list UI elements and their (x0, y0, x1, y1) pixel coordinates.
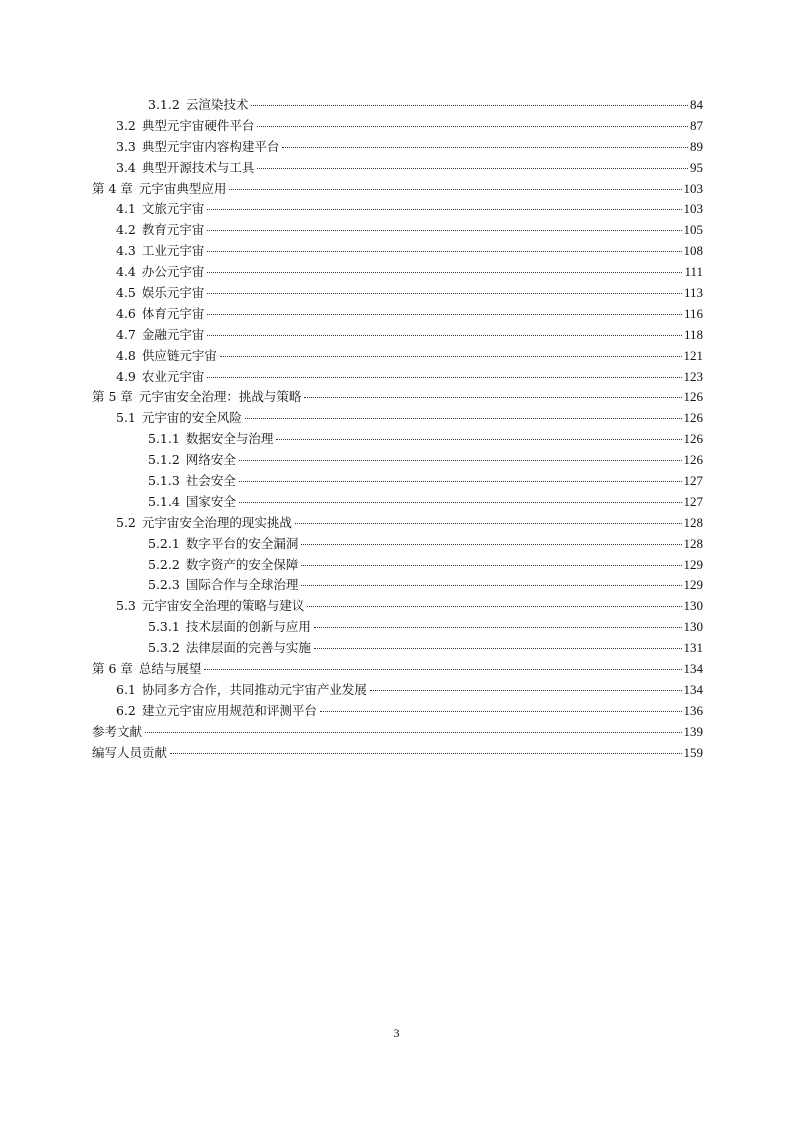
toc-dot-leader (257, 126, 688, 127)
toc-entry[interactable] (92, 179, 703, 200)
toc-entry[interactable] (92, 638, 703, 659)
toc-dot-leader (207, 293, 682, 294)
toc-entry-number: 5.1 (116, 410, 136, 426)
toc-entry-number: 5.1.3 (148, 473, 180, 489)
toc-entry-page: 128 (683, 535, 703, 551)
toc-entry-page: 126 (683, 452, 703, 468)
toc-entry-number: 4.5 (116, 285, 136, 301)
table-of-contents (92, 95, 703, 764)
toc-entry-page: 139 (683, 723, 703, 739)
toc-entry[interactable] (92, 534, 703, 555)
toc-dot-leader (220, 356, 682, 357)
toc-entry-title: 国际合作与全球治理 (185, 577, 299, 593)
toc-entry[interactable] (92, 408, 703, 429)
toc-entry-number: 4.3 (116, 243, 136, 259)
toc-entry-page: 118 (683, 326, 703, 342)
toc-entry[interactable] (92, 387, 703, 408)
toc-entry-title: 元宇宙典型应用 (138, 180, 227, 196)
toc-entry[interactable] (92, 575, 703, 596)
toc-entry-title: 社会安全 (185, 473, 236, 489)
toc-entry-page: 108 (683, 243, 703, 259)
toc-entry-page: 136 (683, 702, 703, 718)
toc-dot-leader (170, 753, 681, 754)
toc-entry-title: 元宇宙安全治理的策略与建议 (141, 598, 305, 614)
toc-entry[interactable] (92, 158, 703, 179)
toc-entry-page: 129 (683, 577, 703, 593)
toc-entry-title: 体育元宇宙 (141, 305, 205, 321)
toc-entry-title: 协同多方合作，共同推动元宇宙产业发展 (141, 681, 367, 697)
toc-entry-number: 5.3.2 (148, 640, 180, 656)
toc-entry-title: 总结与展望 (138, 661, 202, 677)
toc-dot-leader (239, 460, 682, 461)
toc-entry-number: 4.1 (116, 201, 136, 217)
toc-entry[interactable] (92, 199, 703, 220)
toc-entry-title: 网络安全 (185, 452, 236, 468)
toc-entry[interactable] (92, 304, 703, 325)
toc-entry-page: 103 (683, 180, 703, 196)
toc-dot-leader (257, 168, 688, 169)
toc-entry-title: 参考文献 (92, 723, 143, 739)
toc-entry-number: 5.2.3 (148, 577, 180, 593)
toc-entry-number: 第 4 章 (92, 180, 133, 196)
page-number: 3 (393, 1026, 400, 1040)
toc-entry[interactable] (92, 680, 703, 701)
toc-entry[interactable] (92, 492, 703, 513)
toc-entry-page: 126 (683, 431, 703, 447)
toc-entry-number: 5.2.2 (148, 556, 180, 572)
toc-entry-page: 130 (683, 598, 703, 614)
toc-entry-page: 129 (683, 556, 703, 572)
toc-dot-leader (204, 669, 681, 670)
toc-entry-title: 国家安全 (185, 493, 236, 509)
toc-entry[interactable] (92, 513, 703, 534)
toc-dot-leader (207, 335, 682, 336)
toc-entry-page: 127 (683, 473, 703, 489)
toc-entry[interactable] (92, 346, 703, 367)
toc-entry[interactable] (92, 262, 703, 283)
toc-entry-title: 法律层面的完善与实施 (185, 640, 311, 656)
toc-entry-number: 3.1.2 (148, 97, 180, 112)
toc-entry[interactable] (92, 659, 703, 680)
toc-entry-page: 113 (683, 285, 703, 301)
toc-entry-title: 元宇宙安全治理的现实挑战 (141, 514, 292, 530)
toc-entry-number: 5.1.4 (148, 493, 180, 509)
toc-entry[interactable] (92, 325, 703, 346)
toc-dot-leader (251, 105, 688, 106)
toc-dot-leader (229, 189, 681, 190)
toc-entry[interactable] (92, 137, 703, 158)
toc-entry-page: 128 (683, 514, 703, 530)
toc-entry-title: 文旅元宇宙 (141, 201, 205, 217)
toc-dot-leader (301, 544, 681, 545)
toc-entry-title: 数字平台的安全漏洞 (185, 535, 299, 551)
toc-entry[interactable] (92, 220, 703, 241)
toc-entry[interactable] (92, 722, 703, 743)
toc-entry-page: 111 (684, 264, 703, 280)
toc-entry-number: 4.7 (116, 326, 136, 342)
toc-entry-number: 4.2 (116, 222, 136, 238)
toc-entry[interactable] (92, 95, 703, 116)
toc-entry-number: 5.1.1 (148, 431, 180, 447)
toc-entry-number: 4.9 (116, 368, 136, 384)
toc-entry[interactable] (92, 701, 703, 722)
toc-dot-leader (207, 209, 681, 210)
toc-entry-title: 工业元宇宙 (141, 243, 205, 259)
toc-entry-title: 典型元宇宙内容构建平台 (141, 138, 280, 154)
toc-dot-leader (314, 627, 682, 628)
toc-entry[interactable] (92, 743, 703, 764)
toc-dot-leader (207, 251, 681, 252)
toc-dot-leader (276, 439, 681, 440)
toc-entry-number: 5.1.2 (148, 452, 180, 468)
toc-entry-title: 元宇宙安全治理：挑战与策略 (138, 389, 302, 405)
toc-entry-number: 3.2 (116, 117, 136, 133)
toc-entry[interactable] (92, 555, 703, 576)
toc-entry-title: 编写人员贡献 (92, 744, 168, 760)
toc-entry-number: 第 5 章 (92, 389, 133, 405)
toc-entry-title: 金融元宇宙 (141, 326, 205, 342)
toc-entry-page: 95 (690, 159, 703, 175)
toc-entry-number: 5.2.1 (148, 535, 180, 551)
toc-entry-title: 技术层面的创新与应用 (185, 619, 311, 635)
toc-dot-leader (307, 606, 681, 607)
toc-dot-leader (207, 377, 681, 378)
toc-entry[interactable] (92, 596, 703, 617)
toc-entry-number: 4.4 (116, 264, 136, 280)
toc-entry[interactable] (92, 450, 703, 471)
toc-entry-page: 159 (683, 744, 703, 760)
toc-entry-number: 6.2 (116, 702, 136, 718)
toc-entry-page: 130 (683, 619, 703, 635)
toc-entry-page: 89 (690, 138, 703, 154)
toc-dot-leader (370, 690, 682, 691)
toc-entry-title: 云渲染技术 (185, 97, 249, 112)
toc-dot-leader (239, 481, 682, 482)
toc-entry-page: 87 (690, 117, 703, 133)
toc-entry[interactable] (92, 429, 703, 450)
toc-entry-title: 建立元宇宙应用规范和评测平台 (141, 702, 317, 718)
toc-entry-title: 元宇宙的安全风险 (141, 410, 242, 426)
toc-entry-title: 典型元宇宙硬件平台 (141, 117, 255, 133)
toc-entry-page: 103 (683, 201, 703, 217)
toc-entry-page: 134 (683, 681, 703, 697)
toc-entry[interactable] (92, 367, 703, 388)
toc-entry-number: 3.4 (116, 159, 136, 175)
toc-entry-title: 娱乐元宇宙 (141, 285, 205, 301)
toc-entry-page: 126 (683, 389, 703, 405)
toc-entry-title: 办公元宇宙 (141, 264, 205, 280)
toc-entry-title: 供应链元宇宙 (141, 347, 217, 363)
toc-entry[interactable] (92, 241, 703, 262)
toc-entry-title: 农业元宇宙 (141, 368, 205, 384)
toc-entry-number: 第 6 章 (92, 661, 133, 677)
toc-entry-page: 134 (683, 661, 703, 677)
toc-dot-leader (282, 147, 688, 148)
toc-entry-page: 123 (683, 368, 703, 384)
toc-dot-leader (301, 565, 681, 566)
toc-entry-number: 5.3 (116, 598, 136, 614)
toc-entry-number: 5.2 (116, 514, 136, 530)
toc-dot-leader (145, 732, 681, 733)
toc-dot-leader (320, 711, 682, 712)
toc-dot-leader (207, 272, 682, 273)
toc-dot-leader (301, 585, 681, 586)
toc-entry-number: 3.3 (116, 138, 136, 154)
toc-entry-title: 典型开源技术与工具 (141, 159, 255, 175)
toc-entry-title: 数字资产的安全保障 (185, 556, 299, 572)
toc-entry[interactable] (92, 116, 703, 137)
toc-entry-page: 131 (683, 640, 703, 656)
toc-entry-number: 6.1 (116, 681, 136, 697)
toc-dot-leader (304, 397, 681, 398)
toc-entry-title: 教育元宇宙 (141, 222, 205, 238)
toc-entry-page: 105 (683, 222, 703, 238)
toc-entry[interactable] (92, 471, 703, 492)
toc-entry[interactable] (92, 617, 703, 638)
toc-entry[interactable] (92, 283, 703, 304)
toc-dot-leader (245, 418, 682, 419)
toc-entry-page: 116 (683, 305, 703, 321)
toc-entry-page: 126 (683, 410, 703, 426)
toc-entry-title: 数据安全与治理 (185, 431, 274, 447)
toc-dot-leader (207, 314, 682, 315)
toc-entry-number: 5.3.1 (148, 619, 180, 635)
toc-entry-page: 84 (690, 97, 703, 112)
toc-dot-leader (295, 523, 682, 524)
toc-dot-leader (207, 230, 681, 231)
toc-entry-page: 121 (683, 347, 703, 363)
toc-entry-number: 4.8 (116, 347, 136, 363)
toc-dot-leader (239, 502, 682, 503)
toc-dot-leader (314, 648, 682, 649)
toc-entry-page: 127 (683, 493, 703, 509)
toc-entry-number: 4.6 (116, 305, 136, 321)
